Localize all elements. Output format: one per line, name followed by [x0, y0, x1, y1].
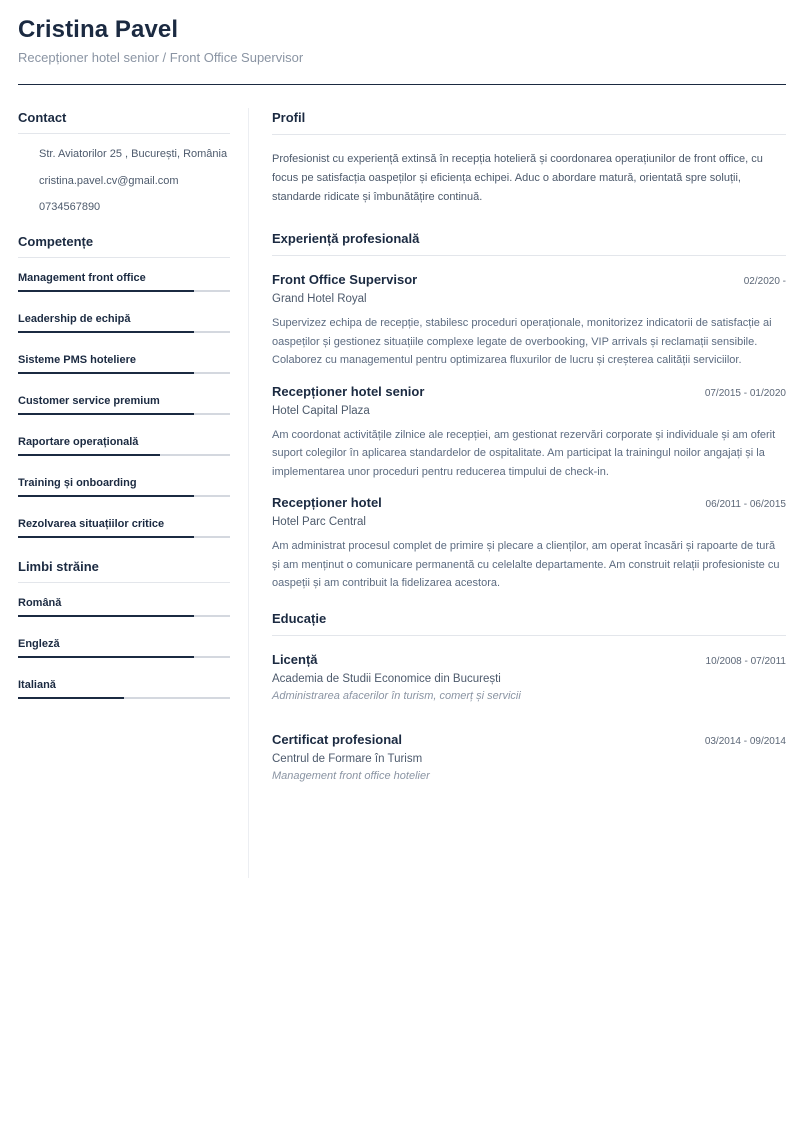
languages-section: [18, 559, 230, 720]
entry-header: [272, 652, 786, 667]
job-date: 06/2011 - 06/2015: [705, 499, 786, 510]
contact-email[interactable]: cristina.pavel.cv@gmail.com: [39, 174, 179, 187]
language-item: [18, 597, 230, 638]
job-title: Front Office Supervisor: [272, 272, 418, 287]
skills-heading: Competențe: [18, 234, 230, 258]
level-bar-fill: [18, 615, 194, 617]
level-bar-track: [18, 656, 230, 658]
experience-section: [272, 231, 786, 593]
education-entry: [272, 652, 786, 702]
language-label: Engleză: [18, 637, 60, 650]
institution-name: Academia de Studii Economice din București: [272, 672, 501, 685]
sidebar: [18, 110, 230, 720]
profile-heading: Profil: [272, 110, 786, 135]
job-date: 02/2020 -: [743, 276, 786, 287]
entry-header: [272, 732, 786, 747]
job-date: 07/2015 - 01/2020: [704, 387, 786, 399]
level-bar-track: [18, 413, 230, 415]
level-bar-fill: [18, 495, 194, 497]
contact-section: [18, 110, 230, 224]
level-bar-fill: [18, 656, 194, 658]
skill-label: Leadership de echipă: [18, 312, 131, 325]
skills-list: [18, 272, 230, 559]
level-bar-track: [18, 536, 230, 538]
skill-item: [18, 477, 230, 518]
level-bar-track: [18, 495, 230, 497]
skill-item: [18, 436, 230, 477]
level-bar-track: [18, 454, 230, 456]
education-list: [272, 652, 786, 782]
candidate-title: Recepționer hotel senior / Front Office Supervisor: [18, 50, 304, 65]
skill-item: [18, 518, 230, 559]
languages-list: [18, 597, 230, 720]
contact-phone[interactable]: 0734567890: [39, 201, 101, 213]
main-content: [272, 110, 786, 782]
education-detail: Administrarea afacerilor în turism, comerț și servicii: [272, 689, 521, 702]
languages-heading: Limbi străine: [18, 559, 230, 583]
education-detail: Management front office hotelier: [272, 769, 430, 782]
skill-label: Training și onboarding: [18, 476, 137, 489]
language-item: [18, 679, 230, 720]
language-label: Italiană: [18, 678, 56, 691]
education-entry: [272, 732, 786, 782]
skill-item: [18, 272, 230, 313]
job-description: Am coordonat activitățile zilnice ale recepției, am gestionat rezervări corporate și individuale și am oferit suport colegilor în aplicarea standardelor de ospitalitate. Am participat la trainingul noilor angajați și la implementarea unor proceduri pentru reducerea timpului de check-in.: [272, 428, 776, 478]
candidate-name: Cristina Pavel: [18, 16, 179, 43]
skill-label: Rezolvarea situațiilor critice: [18, 517, 165, 530]
skill-item: [18, 395, 230, 436]
level-bar-fill: [18, 413, 194, 415]
level-bar-track: [18, 697, 230, 699]
level-bar-track: [18, 615, 230, 617]
level-bar-fill: [18, 372, 194, 374]
education-date: 03/2014 - 09/2014: [704, 735, 786, 747]
experience-entry: [272, 272, 786, 370]
entry-header: [272, 272, 786, 287]
entry-header: [272, 495, 786, 510]
level-bar-fill: [18, 290, 194, 292]
education-section: [272, 611, 786, 782]
job-title: Recepționer hotel senior: [272, 383, 425, 399]
experience-list: [272, 272, 786, 593]
company-name: Hotel Capital Plaza: [272, 404, 370, 417]
skill-label: Management front office: [18, 271, 146, 284]
level-bar-track: [18, 290, 230, 292]
resume-header: [18, 16, 786, 65]
experience-entry: [272, 495, 786, 593]
level-bar-fill: [18, 454, 160, 456]
level-bar-track: [18, 331, 230, 333]
job-description: Supervizez echipa de recepție, stabilesc proceduri operaționale, monitorizez indicatorii de satisfacție ai oaspeților și gestionez situațiile complexe legate de overbooking, VIP arrivals și reclamații sensibile. Colaborez cu managementul pentru optimizarea fluxurilor de lucru și creșterea calității serviciilor.: [272, 317, 772, 366]
skill-label: Sisteme PMS hoteliere: [18, 353, 136, 366]
column-divider: [248, 108, 249, 878]
degree-title: Certificat profesional: [272, 731, 403, 747]
language-item: [18, 638, 230, 679]
level-bar-fill: [18, 331, 194, 333]
education-date: 10/2008 - 07/2011: [705, 655, 786, 667]
skill-item: [18, 313, 230, 354]
skills-section: [18, 234, 230, 559]
skill-item: [18, 354, 230, 395]
level-bar-track: [18, 372, 230, 374]
company-name: Grand Hotel Royal: [272, 293, 367, 305]
skill-label: Customer service premium: [18, 394, 160, 407]
skill-label: Raportare operațională: [18, 435, 139, 448]
job-description: Am administrat procesul complet de primire și plecare a clienților, am operat încasări și rapoarte de tură și am menținut o comunicare permanentă cu celelalte departamente. Am construit relații profesioniste cu oaspeții și am contribuit la fidelizarea acestora.: [272, 540, 780, 589]
degree-title: Licență: [272, 651, 318, 667]
experience-heading: Experiență profesională: [272, 231, 786, 256]
company-name: Hotel Parc Central: [272, 516, 366, 528]
job-title: Recepționer hotel: [272, 495, 382, 510]
contact-list: [18, 144, 230, 224]
header-divider: [18, 84, 786, 85]
level-bar-fill: [18, 697, 124, 699]
education-heading: Educație: [272, 611, 786, 636]
profile-text: Profesionist cu experiență extinsă în recepția hotelieră și coordonarea operațiunilor de front office, cu focus pe satisfacția oaspeților și eficiența echipei. Aduc o abordare matură, orientată spre soluții, standarde ridicate și îmbunătățire continuă.: [272, 153, 763, 203]
profile-section: [272, 110, 786, 207]
experience-entry: [272, 384, 786, 482]
contact-heading: Contact: [18, 110, 230, 134]
language-label: Română: [18, 596, 62, 609]
contact-address: Str. Aviatorilor 25 , București, România: [39, 148, 228, 160]
entry-header: [272, 384, 786, 399]
institution-name: Centrul de Formare în Turism: [272, 752, 423, 765]
level-bar-fill: [18, 536, 194, 538]
